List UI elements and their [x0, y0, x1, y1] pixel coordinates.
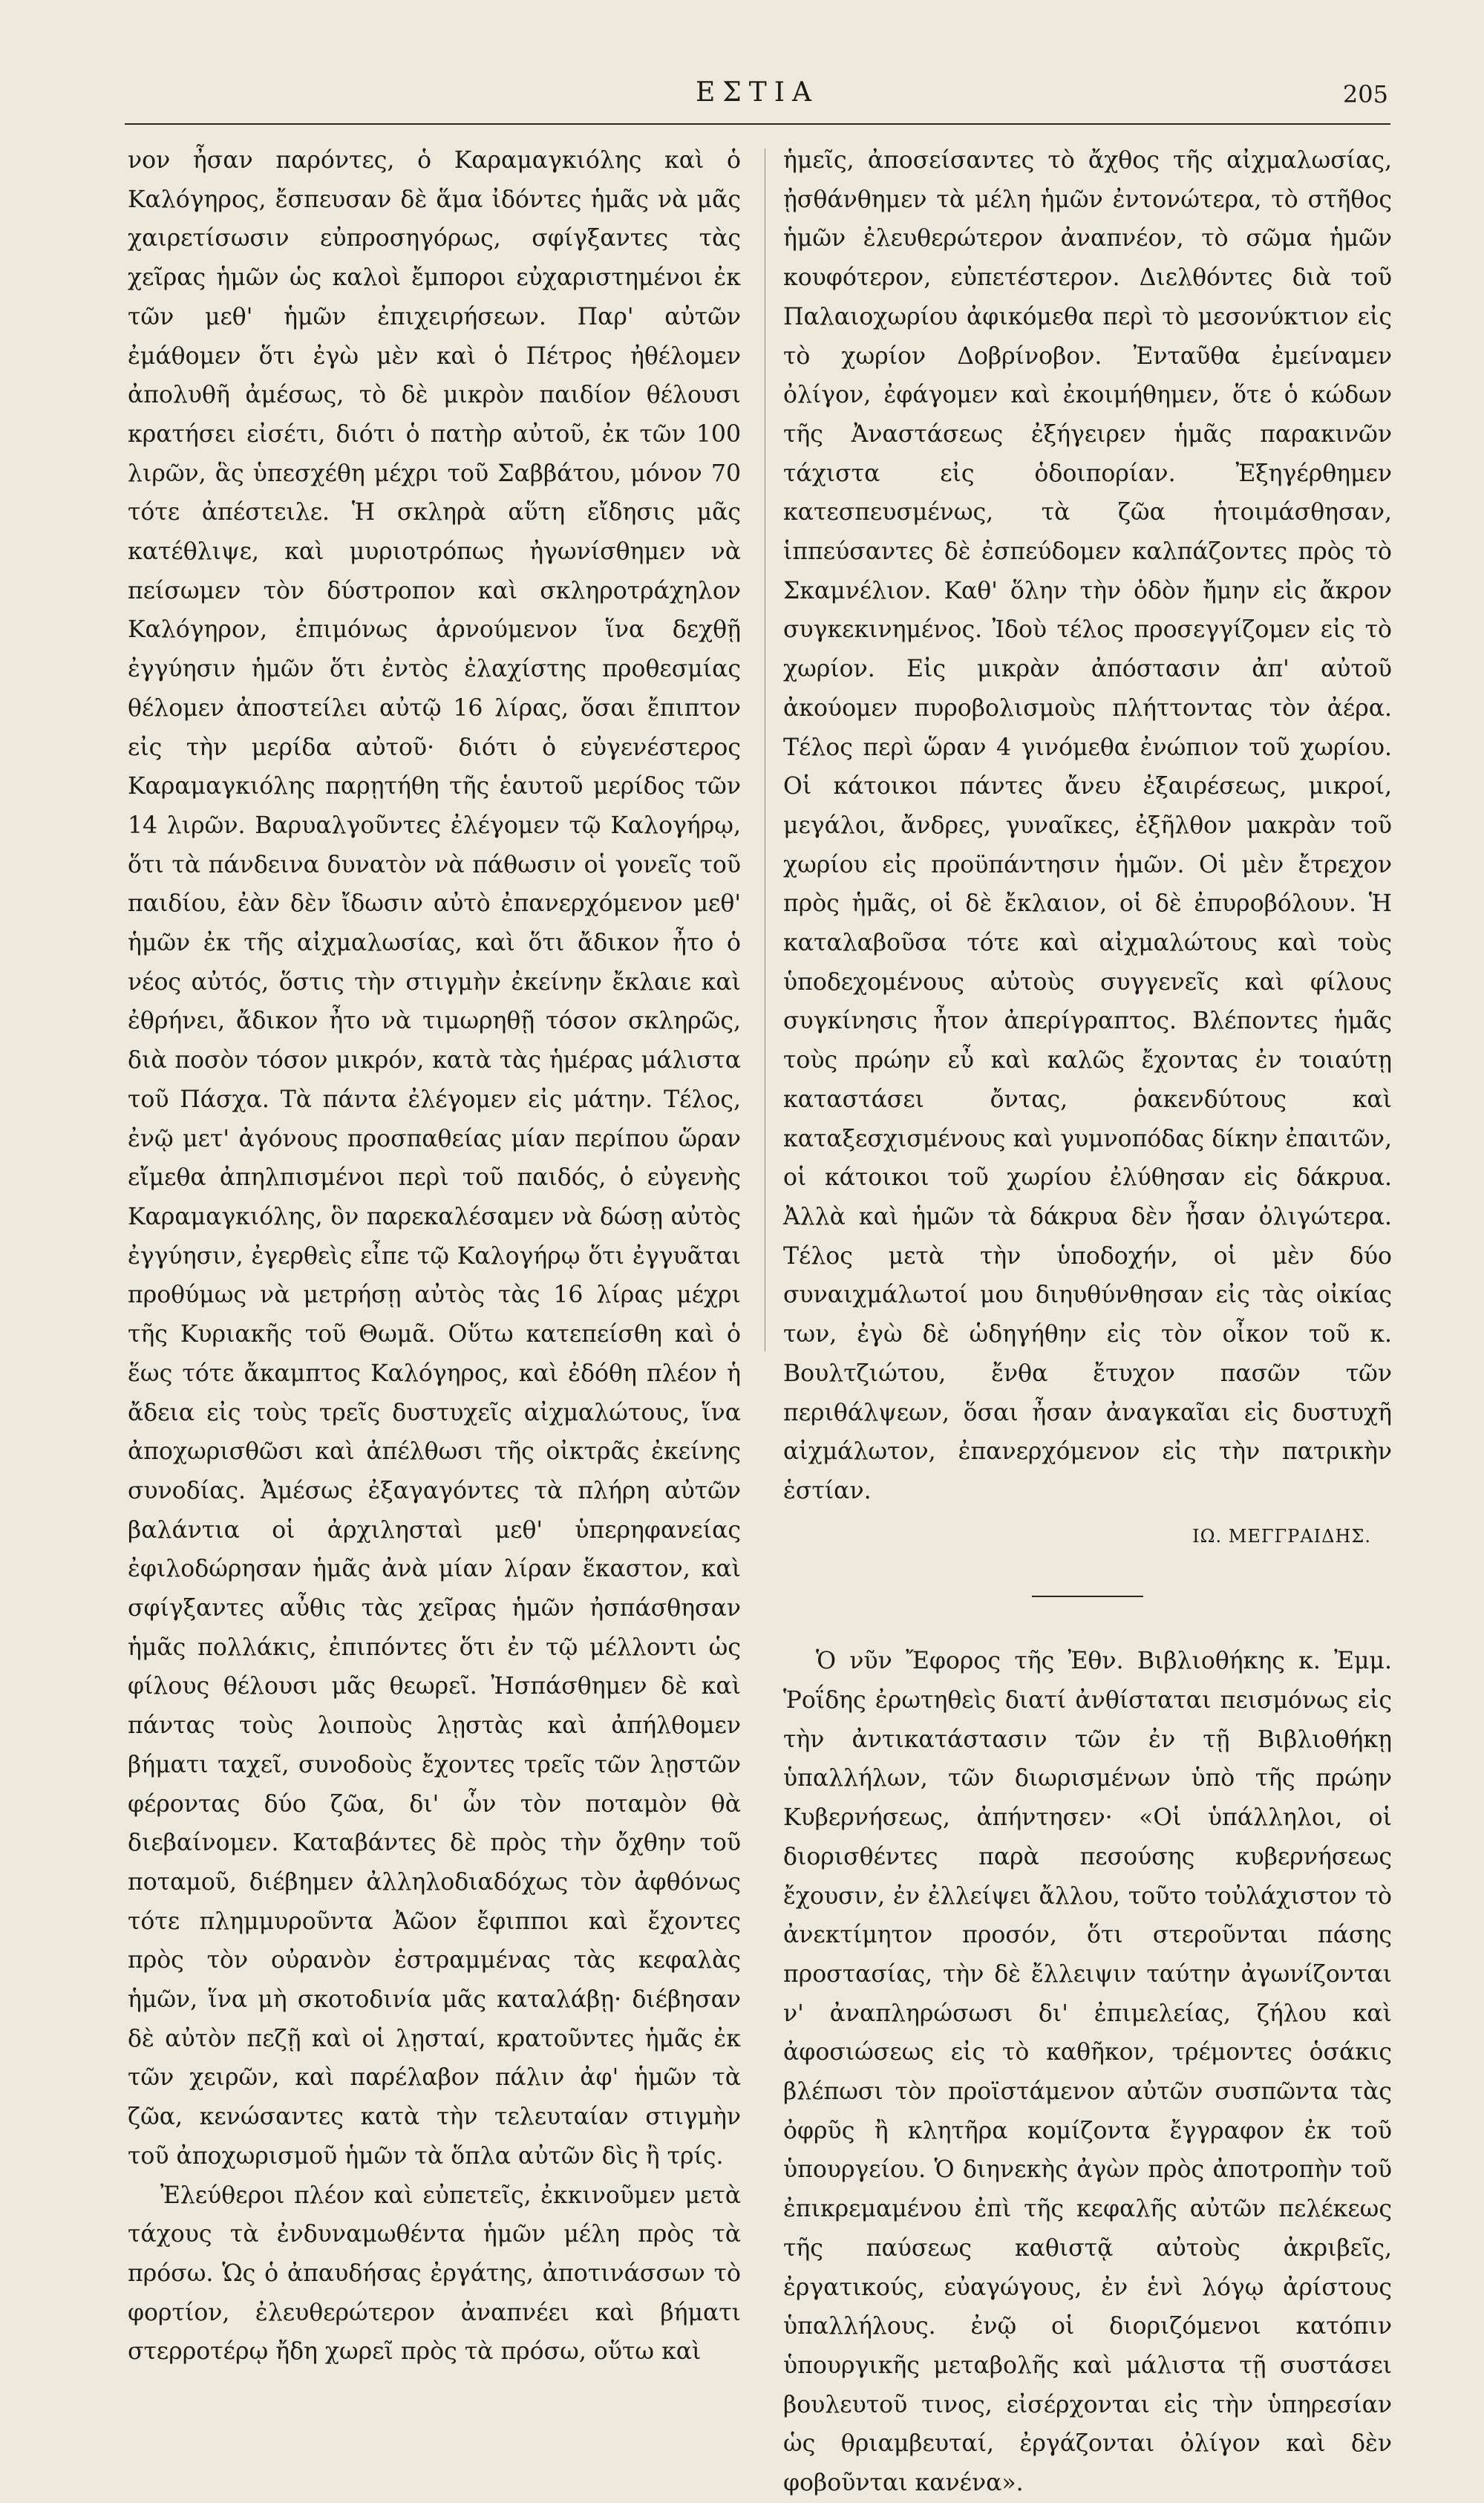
- news-item-paragraph: Ὁ νῦν Ἔφορος τῆς Ἐθν. Βιβλιοθήκης κ. Ἐμμ. Ῥοΐδης ἐρωτηθεὶς διατί ἀνθίσταται πεισμόνως εἰς τὴν ἀντικατάστασιν τῶν ἐν τῇ Βιβλιοθήκῃ ὑπαλλήλων, τῶν διωρισμένων ὑπὸ τῆς πρώην Κυβερνήσεως, ἀπήντησεν· «Οἱ ὑπάλληλοι, οἱ διορισθέντες παρὰ πεσούσης κυβερνήσεως ἔχουσιν, ἐν ἐλλείψει ἄλλου, τοῦτο τοὐλάχιστον τὸ ἀνεκτίμητον προσόν, ὅτι στεροῦνται πάσης προστασίας, τὴν δὲ ἔλλειψιν ταύτην ἀγωνίζονται ν' ἀναπληρώσωσι δι' ἐπιμελείας, ζήλου καὶ ἀφοσιώσεως εἰς τὸ καθῆκον, τρέμοντες ὁσάκις βλέπωσι τὸν προϊστάμενον αὐτῶν συσπῶντα τὰς ὀφρῦς ἢ κλητῆρα κομίζοντα ἔγγραφον ἐκ τοῦ ὑπουργείου. Ὁ διηνεκὴς ἀγὼν πρὸς ἀποτροπὴν τοῦ ἐπικρεμαμένου ἐπὶ τῆς κεφαλῆς αὐτῶν πελέκεως τῆς παύσεως καθιστᾷ αὐτοὺς ἀκριβεῖς, ἐργατικούς, εὐαγώγους, ἐν ἑνὶ λόγῳ ἀρίστους ὑπαλλήλους. ἐνῷ οἱ διοριζόμενοι κατόπιν ὑπουργικῆς μεταβολῆς καὶ μάλιστα τῇ συστάσει βουλευτοῦ τινος, εἰσέρχονται εἰς τὴν ὑπηρεσίαν ὡς θριαμβευταί, ἐργάζονται ὀλίγον καὶ δὲν φοβοῦνται κανένα».: [783, 1648, 1392, 2497]
- journal-title: ΕΣΤΙΑ: [696, 77, 819, 108]
- story-paragraph: ἡμεῖς, ἀποσείσαντες τὸ ἄχθος τῆς αἰχμαλωσίας, ᾐσθάνθημεν τὰ μέλη ἡμῶν ἐντονώτερα, τὸ στῆθος ἡμῶν ἐλευθερώτερον ἀναπνέον, τὸ σῶμα ἡμῶν κουφότερον, εὐπετέστερον. Διελθόντες διὰ τοῦ Παλαιοχωρίου ἀφικόμεθα περὶ τὸ μεσονύκτιον εἰς τὸ χωρίον Δοβρίνοβον. Ἐνταῦθα ἐμείναμεν ὀλίγον, ἐφάγομεν καὶ ἐκοιμήθημεν, ὅτε ὁ κώδων τῆς Ἀναστάσεως ἐξήγειρεν ἡμᾶς παρακινῶν τάχιστα εἰς ὁδοιπορίαν. Ἐξηγέρθημεν κατεσπευσμένως, τὰ ζῶα ἡτοιμάσθησαν, ἱππεύσαντες δὲ ἐσπεύδομεν καλπάζοντες πρὸς τὸ Σκαμνέλιον. Καθ' ὅλην τὴν ὁδὸν ἤμην εἰς ἄκρον συγκεκινημένος. Ἰδοὺ τέλος προσεγγίζομεν εἰς τὸ χωρίον. Εἰς μικρὰν ἀπόστασιν ἀπ' αὐτοῦ ἀκούομεν πυροβολισμοὺς πλήττοντας τὸν ἀέρα. Τέλος περὶ ὥραν 4 γινόμεθα ἐνώπιον τοῦ χωρίου. Οἱ κάτοικοι πάντες ἄνευ ἐξαιρέσεως, μικροί, μεγάλοι, ἄνδρες, γυναῖκες, ἐξῆλθον μακρὰν τοῦ χωρίου εἰς προϋπάντησιν ἡμῶν. Οἱ μὲν ἔτρεχον πρὸς ἡμᾶς, οἱ δὲ ἔκλαιον, οἱ δὲ ἐπυροβόλουν. Ἡ καταλαβοῦσα τότε καὶ αἰχμαλώτους καὶ τοὺς ὑποδεχομένους αὐτοὺς συγγενεῖς καὶ φίλους συγκίνησις ἦτον ἀπερίγραπτος. Βλέποντες ἡμᾶς τοὺς πρώην εὖ καὶ καλῶς ἔχοντας ἐν τοιαύτῃ καταστάσει ὄντας, ῥακενδύτους καὶ καταξεσχισμένους καὶ γυμνοπόδας δίκην ἐπαιτῶν, οἱ κάτοικοι τοῦ χωρίου ἐλύθησαν εἰς δάκρυα. Ἀλλὰ καὶ ἡμῶν τὰ δάκρυα δὲν ἦσαν ὀλιγώτερα. Τέλος μετὰ τὴν ὑποδοχήν, οἱ μὲν δύο συναιχμάλωτοί μου διηυθύνθησαν εἰς τὰς οἰκίας των, ἐγὼ δὲ ὡδηγήθην εἰς τὸν οἶκον τοῦ κ. Βουλτζιώτου, ἔνθα ἔτυχον πασῶν τῶν περιθάλψεων, ὅσαι ἦσαν ἀναγκαῖαι εἰς δυστυχῆ αἰχμάλωτον, ἐπανερχόμενον εἰς τὴν πατρικὴν ἑστίαν.: [783, 147, 1392, 1504]
- section-divider: [1032, 1596, 1143, 1597]
- author-signature: ΙΩ. ΜΕΓΓΡΑΙΔΗΣ.: [1192, 1525, 1371, 1547]
- left-column: [128, 141, 741, 2372]
- story-paragraph: νον ἦσαν παρόντες, ὁ Καραμαγκιόλης καὶ ὁ Καλόγηρος, ἔσπευσαν δὲ ἅμα ἰδόντες ἡμᾶς νὰ μᾶς χαιρετίσωσιν εὐπροσηγόρως, σφίγξαντες τὰς χεῖρας ἡμῶν ὡς καλοὶ ἔμποροι εὐχαριστημένοι ἐκ τῶν μεθ' ἡμῶν ἐπιχειρήσεων. Παρ' αὐτῶν ἐμάθομεν ὅτι ἐγὼ μὲν καὶ ὁ Πέτρος ἠθέλομεν ἀπολυθῆ ἀμέσως, τὸ δὲ μικρὸν παιδίον θέλουσι κρατήσει εἰσέτι, διότι ὁ πατὴρ αὐτοῦ, ἐκ τῶν 100 λιρῶν, ἃς ὑπεσχέθη μέχρι τοῦ Σαββάτου, μόνον 70 τότε ἀπέστειλε. Ἡ σκληρὰ αὕτη εἴδησις μᾶς κατέθλιψε, καὶ μυριοτρόπως ἠγωνίσθημεν νὰ πείσωμεν τὸν δύστροπον καὶ σκληροτράχηλον Καλόγηρον, ἐπιμόνως ἀρνούμενον ἵνα δεχθῇ ἐγγύησιν ἡμῶν ὅτι ἐντὸς ἐλαχίστης προθεσμίας θέλομεν ἀποστείλει αὐτῷ 16 λίρας, ὅσαι ἔπιπτον εἰς τὴν μερίδα αὐτοῦ· διότι ὁ εὐγενέστερος Καραμαγκιόλης παρῃτήθη τῆς ἑαυτοῦ μερίδος τῶν 14 λιρῶν. Βαρυαλγοῦντες ἐλέγομεν τῷ Καλογήρῳ, ὅτι τὰ πάνδεινα δυνατὸν νὰ πάθωσιν οἱ γονεῖς τοῦ παιδίου, ἐὰν δὲν ἴδωσιν αὐτὸ ἐπανερχόμενον μεθ' ἡμῶν ἐκ τῆς αἰχμαλωσίας, καὶ ὅτι ἄδικον ἦτο ὁ νέος αὐτός, ὅστις τὴν στιγμὴν ἐκείνην ἔκλαιε καὶ ἐθρήνει, ἄδικον ἦτο νὰ τιμωρηθῇ τόσον σκληρῶς, διὰ ποσὸν τόσον μικρόν, κατὰ τὰς ἡμέρας μάλιστα τοῦ Πάσχα. Τὰ πάντα ἐλέγομεν εἰς μάτην. Τέλος, ἐνῷ μετ' ἀγόνους προσπαθείας μίαν περίπου ὥραν εἴμεθα ἀπηλπισμένοι περὶ τοῦ παιδός, ὁ εὐγενὴς Καραμαγκιόλης, ὃν παρεκαλέσαμεν νὰ δώσῃ αὐτὸς ἐγγύησιν, ἐγερθεὶς εἶπε τῷ Καλογήρῳ ὅτι ἐγγυᾶται προθύμως νὰ μετρήσῃ αὐτὸς τὰς 16 λίρας μέχρι τῆς Κυριακῆς τοῦ Θωμᾶ. Οὕτω κατεπείσθη καὶ ὁ ἕως τότε ἄκαμπτος Καλόγηρος, καὶ ἐδόθη πλέον ἡ ἄδεια εἰς τοὺς τρεῖς δυστυχεῖς αἰχμαλώτους, ἵνα ἀποχωρισθῶσι καὶ ἀπέλθωσι τῆς οἰκτρᾶς ἐκείνης συνοδίας. Ἀμέσως ἐξαγαγόντες τὰ πλήρη αὐτῶν βαλάντια οἱ ἀρχιλησταὶ μεθ' ὑπερηφανείας ἐφιλοδώρησαν ἡμᾶς ἀνὰ μίαν λίραν ἕκαστον, καὶ σφίγξαντες αὖθις τὰς χεῖρας ἡμῶν ἠσπάσθησαν ἡμᾶς πολλάκις, ἐπιπόντες ὅτι ἐν τῷ μέλλοντι ὡς φίλους θέλουσι μᾶς θεωρεῖ. Ἠσπάσθημεν δὲ καὶ πάντας τοὺς λοιποὺς λῃστὰς καὶ ἀπήλθομεν βήματι ταχεῖ, συνοδοὺς ἔχοντες τρεῖς τῶν λῃστῶν φέροντας δύο ζῶα, δι' ὧν τὸν ποταμὸν θὰ διεβαίνομεν. Καταβάντες δὲ πρὸς τὴν ὄχθην τοῦ ποταμοῦ, διέβημεν ἀλληλοδιαδόχως τὸν ἀφθόνως τότε πλημμυροῦντα Ἀῶον ἔφιπποι καὶ ἔχοντες πρὸς τὸν οὐρανὸν ἐστραμμένας τὰς κεφαλὰς ἡμῶν, ἵνα μὴ σκοτοδινία μᾶς καταλάβῃ· διέβησαν δὲ αὐτὸν πεζῇ καὶ οἱ λῃσταί, κρατοῦντες ἡμᾶς ἐκ τῶν χειρῶν, καὶ παρέλαβον πάλιν ἀφ' ἡμῶν τὰ ζῶα, κενώσαντες κατὰ τὴν τελευταίαν στιγμὴν τοῦ ἀποχωρισμοῦ ἡμῶν τὰ ὅπλα αὐτῶν δὶς ἢ τρίς.: [128, 147, 741, 2170]
- story-paragraph: Ἐλεύθεροι πλέον καὶ εὐπετεῖς, ἐκκινοῦμεν μετὰ τάχους τὰ ἐνδυναμωθέντα ἡμῶν μέλη πρὸς τὰ πρόσω. Ὡς ὁ ἀπαυδήσας ἐργάτης, ἀποτινάσσων τὸ φορτίον, ἐλευθερώτερον ἀναπνέει καὶ βήματι στερροτέρῳ ἤδη χωρεῖ πρὸς τὰ πρόσω, οὕτω καὶ: [128, 2181, 741, 2366]
- page-header: [126, 71, 1388, 123]
- right-column: [783, 141, 1392, 2503]
- page-number: 205: [1342, 80, 1388, 108]
- header-rule: [125, 123, 1390, 125]
